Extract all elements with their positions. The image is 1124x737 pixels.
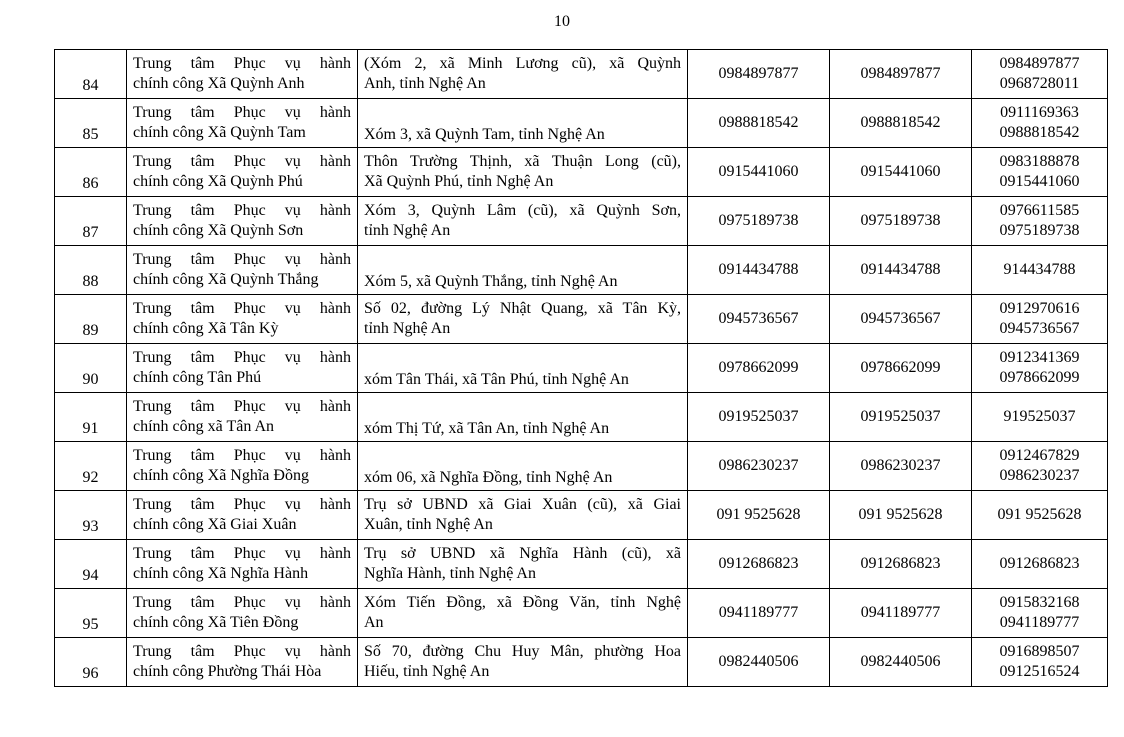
address [358, 540, 688, 589]
phone-3-line-1: 0911169363 [1000, 104, 1079, 121]
phone-number-1: 0982440506 [688, 638, 830, 687]
center-name-line-1: Trung tâm Phục vụ hành [133, 349, 351, 366]
address-line-1: Số 02, đường Lý Nhật Quang, xã Tân Kỳ, [364, 300, 681, 317]
address-line-2: xóm 06, xã Nghĩa Đồng, tỉnh Nghệ An [364, 469, 613, 486]
phone-number-3 [972, 393, 1108, 442]
phone-number-2: 0919525037 [830, 393, 972, 442]
address [358, 99, 688, 148]
phone-3-line-2: 0978662099 [999, 369, 1080, 386]
center-name [127, 442, 358, 491]
phone-number-1: 0945736567 [688, 295, 830, 344]
address-line-2: Hiếu, tỉnh Nghệ An [364, 663, 490, 680]
table-row [55, 344, 1108, 393]
address-line-1: Thôn Trường Thịnh, xã Thuận Long (cũ), [364, 153, 681, 170]
phone-number-3 [972, 50, 1108, 99]
center-name-line-2: chính công Xã Quỳnh Phú [133, 173, 303, 190]
address [358, 197, 688, 246]
center-name-line-2: chính công Xã Quỳnh Thắng [133, 271, 319, 288]
phone-3-line-2: 0915441060 [999, 173, 1080, 190]
center-name [127, 589, 358, 638]
address-line-2: Xã Quỳnh Phú, tỉnh Nghệ An [364, 173, 554, 190]
phone-3-line-1: 091 9525628 [997, 506, 1082, 523]
phone-number-2: 0978662099 [830, 344, 972, 393]
address-line-2: xóm Thị Tứ, xã Tân An, tỉnh Nghệ An [364, 420, 610, 437]
phone-number-1: 0984897877 [688, 50, 830, 99]
center-name-line-1: Trung tâm Phục vụ hành [133, 202, 351, 219]
address-line-2: Xóm 3, xã Quỳnh Tam, tỉnh Nghệ An [364, 126, 605, 143]
address [358, 491, 688, 540]
center-name-line-2: chính công Xã Quỳnh Tam [133, 124, 306, 141]
phone-number-2: 0986230237 [830, 442, 972, 491]
phone-number-1: 0978662099 [688, 344, 830, 393]
phone-3-line-1: 0916898507 [999, 643, 1080, 660]
address [358, 589, 688, 638]
row-number: 84 [55, 50, 127, 99]
service-center-table [54, 49, 1108, 687]
table-row [55, 197, 1108, 246]
table-row [55, 540, 1108, 589]
center-name [127, 197, 358, 246]
center-name-line-1: Trung tâm Phục vụ hành [133, 594, 351, 611]
row-number: 89 [55, 295, 127, 344]
center-name [127, 99, 358, 148]
address-line-1: Trụ sở UBND xã Giai Xuân (cũ), xã Giai [364, 496, 681, 513]
center-name [127, 638, 358, 687]
center-name-line-1: Trung tâm Phục vụ hành [133, 545, 351, 562]
phone-number-3 [972, 442, 1108, 491]
table-row [55, 442, 1108, 491]
table-row [55, 50, 1108, 99]
table-row [55, 393, 1108, 442]
address [358, 344, 688, 393]
phone-number-1: 0975189738 [688, 197, 830, 246]
center-name-line-2: chính công Xã Tân Kỳ [133, 320, 279, 337]
phone-number-2: 0914434788 [830, 246, 972, 295]
center-name-line-2: chính công Xã Nghĩa Đồng [133, 467, 309, 484]
phone-number-3 [972, 99, 1108, 148]
phone-number-1: 0988818542 [688, 99, 830, 148]
phone-number-2: 0915441060 [830, 148, 972, 197]
center-name [127, 393, 358, 442]
center-name-line-1: Trung tâm Phục vụ hành [133, 300, 351, 317]
table-row [55, 589, 1108, 638]
center-name-line-1: Trung tâm Phục vụ hành [133, 104, 351, 121]
phone-number-2: 0912686823 [830, 540, 972, 589]
address [358, 393, 688, 442]
phone-3-line-1: 0912467829 [999, 447, 1080, 464]
address [358, 50, 688, 99]
phone-3-line-1: 919525037 [1003, 408, 1076, 425]
center-name-line-2: chính công Xã Giai Xuân [133, 516, 297, 533]
row-number: 95 [55, 589, 127, 638]
center-name-line-2: chính công Tân Phú [133, 369, 262, 386]
phone-3-line-2: 0945736567 [999, 320, 1080, 337]
row-number: 85 [55, 99, 127, 148]
phone-number-2: 0945736567 [830, 295, 972, 344]
phone-number-1: 0919525037 [688, 393, 830, 442]
center-name [127, 246, 358, 295]
address-line-2: Xuân, tỉnh Nghệ An [364, 516, 493, 533]
center-name-line-2: chính công Phường Thái Hòa [133, 663, 322, 680]
phone-number-2: 0982440506 [830, 638, 972, 687]
address-line-1: (Xóm 2, xã Minh Lương cũ), xã Quỳnh [364, 55, 681, 72]
address-line-1: Số 70, đường Chu Huy Mân, phường Hoa [364, 643, 681, 660]
center-name [127, 148, 358, 197]
center-name-line-1: Trung tâm Phục vụ hành [133, 643, 351, 660]
address [358, 246, 688, 295]
address [358, 295, 688, 344]
phone-number-2: 0984897877 [830, 50, 972, 99]
address-line-2: Nghĩa Hành, tỉnh Nghệ An [364, 565, 536, 582]
center-name-line-1: Trung tâm Phục vụ hành [133, 496, 351, 513]
phone-3-line-1: 0912686823 [999, 555, 1080, 572]
phone-number-3 [972, 148, 1108, 197]
phone-3-line-1: 0983188878 [999, 153, 1080, 170]
row-number: 88 [55, 246, 127, 295]
center-name-line-2: chính công Xã Quỳnh Anh [133, 75, 305, 92]
center-name [127, 344, 358, 393]
center-name-line-1: Trung tâm Phục vụ hành [133, 251, 351, 268]
row-number: 86 [55, 148, 127, 197]
phone-number-2: 0941189777 [830, 589, 972, 638]
phone-number-1: 0914434788 [688, 246, 830, 295]
address [358, 638, 688, 687]
address-line-2: An [364, 614, 384, 631]
address-line-2: Xóm 5, xã Quỳnh Thắng, tỉnh Nghệ An [364, 273, 618, 290]
address-line-2: tỉnh Nghệ An [364, 320, 451, 337]
phone-number-2: 091 9525628 [830, 491, 972, 540]
center-name-line-2: chính công Xã Quỳnh Sơn [133, 222, 304, 239]
phone-3-line-1: 914434788 [1003, 261, 1076, 278]
phone-3-line-2: 0975189738 [999, 222, 1080, 239]
center-name [127, 50, 358, 99]
table-row [55, 491, 1108, 540]
row-number: 91 [55, 393, 127, 442]
phone-number-2: 0988818542 [830, 99, 972, 148]
phone-3-line-1: 0915832168 [999, 594, 1080, 611]
row-number: 92 [55, 442, 127, 491]
center-name-line-1: Trung tâm Phục vụ hành [133, 153, 351, 170]
address-line-2: tỉnh Nghệ An [364, 222, 451, 239]
phone-number-3 [972, 491, 1108, 540]
table-body [55, 50, 1108, 687]
row-number: 87 [55, 197, 127, 246]
row-number: 90 [55, 344, 127, 393]
row-number: 96 [55, 638, 127, 687]
address-line-1: Trụ sở UBND xã Nghĩa Hành (cũ), xã [364, 545, 681, 562]
center-name [127, 295, 358, 344]
phone-3-line-2: 0912516524 [999, 663, 1080, 680]
row-number: 94 [55, 540, 127, 589]
address-line-1: Xóm 3, Quỳnh Lâm (cũ), xã Quỳnh Sơn, [364, 202, 681, 219]
address [358, 148, 688, 197]
center-name-line-1: Trung tâm Phục vụ hành [133, 55, 351, 72]
center-name [127, 540, 358, 589]
phone-3-line-1: 0912970616 [999, 300, 1080, 317]
phone-3-line-2: 0988818542 [999, 124, 1080, 141]
phone-number-3 [972, 197, 1108, 246]
phone-3-line-2: 0986230237 [999, 467, 1080, 484]
address-line-2: Anh, tỉnh Nghệ An [364, 75, 486, 92]
table-row [55, 638, 1108, 687]
phone-number-3 [972, 246, 1108, 295]
table-row [55, 246, 1108, 295]
table-row [55, 148, 1108, 197]
phone-3-line-1: 0984897877 [999, 55, 1080, 72]
center-name-line-2: chính công Xã Tiên Đồng [133, 614, 299, 631]
phone-3-line-1: 0976611585 [999, 202, 1080, 219]
phone-number-2: 0975189738 [830, 197, 972, 246]
address-line-2: xóm Tân Thái, xã Tân Phú, tỉnh Nghệ An [364, 371, 629, 388]
center-name-line-2: chính công xã Tân An [133, 418, 275, 435]
center-name-line-1: Trung tâm Phục vụ hành [133, 398, 351, 415]
phone-3-line-2: 0968728011 [999, 75, 1080, 92]
phone-number-1: 0941189777 [688, 589, 830, 638]
phone-number-3 [972, 295, 1108, 344]
phone-number-1: 0912686823 [688, 540, 830, 589]
phone-number-3 [972, 540, 1108, 589]
table-row [55, 99, 1108, 148]
phone-number-1: 0986230237 [688, 442, 830, 491]
phone-3-line-2: 0941189777 [999, 614, 1080, 631]
table-row [55, 295, 1108, 344]
phone-number-3 [972, 638, 1108, 687]
phone-number-1: 0915441060 [688, 148, 830, 197]
phone-number-1: 091 9525628 [688, 491, 830, 540]
page-number: 10 [554, 13, 570, 30]
center-name-line-1: Trung tâm Phục vụ hành [133, 447, 351, 464]
center-name [127, 491, 358, 540]
address [358, 442, 688, 491]
address-line-1: Xóm Tiến Đồng, xã Đồng Văn, tỉnh Nghệ [364, 594, 681, 611]
row-number: 93 [55, 491, 127, 540]
phone-number-3 [972, 344, 1108, 393]
center-name-line-2: chính công Xã Nghĩa Hành [133, 565, 309, 582]
phone-3-line-1: 0912341369 [999, 349, 1080, 366]
phone-number-3 [972, 589, 1108, 638]
